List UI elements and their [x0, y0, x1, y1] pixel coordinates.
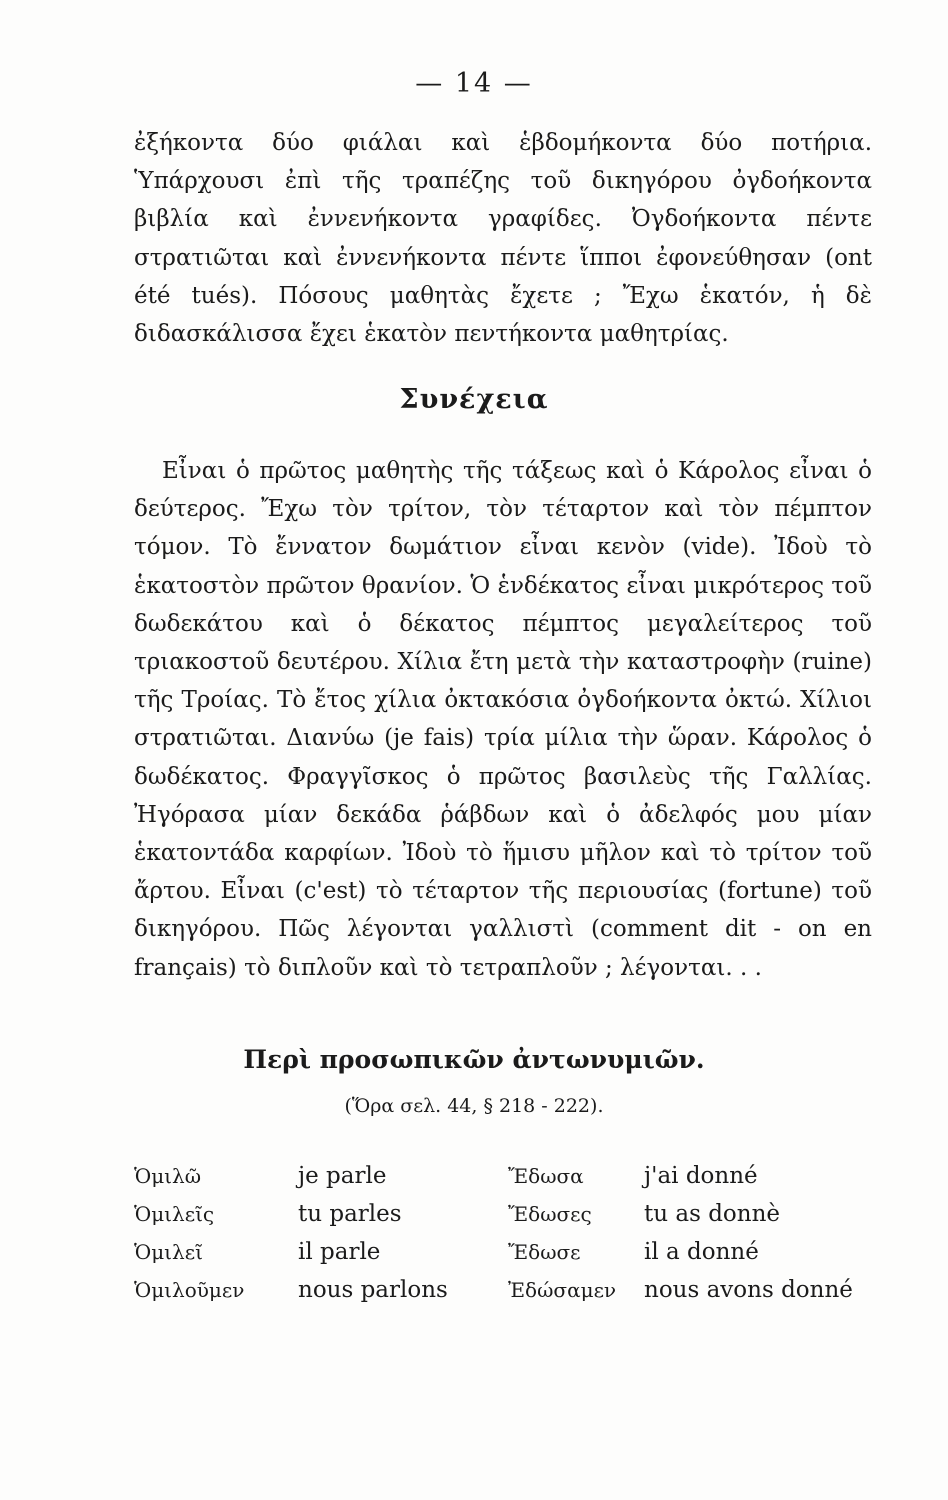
greek-aorist: Ἔδωσα [508, 1164, 584, 1188]
french-present: tu parles [298, 1201, 402, 1227]
conjugation-row [134, 1157, 882, 1195]
paragraph-numbers: ἐξήκοντα δύο φιάλαι καὶ ἑβδομήκοντα δύο ποτήρια. Ὑπάρχουσι ἐπὶ τῆς τραπέζης τοῦ δικηγόρου ὀγδοήκοντα βιβλία καὶ ἐννενήκοντα γραφίδες. Ὀγδοήκοντα πέντε στρατιῶται καὶ ἐννενήκοντα πέντε ἵπποι ἐφονεύθησαν (ont été tués). Πόσους μαθητὰς ἔχετε ; Ἔχω ἑκατόν, ἡ δὲ διδασκάλισσα ἔχει ἑκατὸν πεντήκοντα μαθητρίας. [134, 130, 872, 348]
page-number: — 14 — [415, 68, 533, 99]
section-heading-pronouns: Περὶ προσωπικῶν ἀντωνυμιῶν. [243, 1045, 705, 1074]
french-past: tu as donnè [644, 1201, 781, 1227]
french-past: j'ai donné [644, 1163, 758, 1189]
french-past: il a donné [644, 1239, 759, 1265]
greek-aorist: Ἔδωσες [508, 1202, 592, 1226]
conjugation-row [134, 1195, 882, 1233]
paragraph-ordinals-text: Εἶναι ὁ πρῶτος μαθητὴς τῆς τάξεως καὶ ὁ Κάρολος εἶναι ὁ δεύτερος. Ἔχω τὸν τρίτον, τὸν τέταρτον καὶ τὸν πέμπτον τόμον. Τὸ ἔννατον δωμάτιον εἶναι κενὸν (vide). Ἰδοὺ τὸ ἑκατοστὸν πρῶτον θρανίον. Ὁ ἑνδέκατος εἶναι μικρότερος τοῦ δωδεκάτου καὶ ὁ δέκατος πέμπτος μεγαλείτερος τοῦ τριακοστοῦ δευτέρου. Χίλια ἔτη μετὰ τὴν καταστροφὴν (ruine) τῆς Τροίας. Τὸ ἔτος χίλια ὀκτακόσια ὀγδοήκοντα ὀκτώ. Χίλιοι στρατιῶται. Διανύω (je fais) τρία μίλια τὴν ὥραν. Κάρολος ὁ δωδέκατος. Φραγγῖσκος ὁ πρῶτος βασιλεὺς τῆς Γαλλίας. Ἠγόρασα μίαν δεκάδα ῥάβδων καὶ ὁ ἀδελφός μου μίαν ἑκατοντάδα καρφίων. Ἰδοὺ τὸ ἥμισυ μῆλον καὶ τὸ τρίτον τοῦ ἄρτου. Εἶναι (c'est) τὸ τέταρτον τῆς περιουσίας (fortune) τοῦ δικηγόρου. Πῶς λέγονται γαλλιστὶ (comment dit - on en français) τὸ διπλοῦν καὶ τὸ τετραπλοῦν ; λέγονται. . . [134, 458, 872, 981]
greek-present: Ὁμιλεῖς [134, 1202, 215, 1226]
paragraph-ordinals [134, 452, 872, 987]
greek-present: Ὁμιλοῦμεν [134, 1278, 245, 1302]
greek-present: Ὁμιλεῖ [134, 1240, 203, 1264]
section-reference: (Ὅρα σελ. 44, § 218 - 222). [344, 1095, 604, 1117]
greek-aorist: Ἔδωσε [508, 1240, 581, 1264]
french-present: je parle [298, 1163, 387, 1189]
french-past: nous avons donné [644, 1277, 853, 1303]
conjugation-row [134, 1271, 882, 1309]
section-heading-synecheia: Συνέχεια [399, 384, 549, 415]
conjugation-table [134, 1157, 882, 1309]
french-present: il parle [298, 1239, 381, 1265]
conjugation-row [134, 1233, 882, 1271]
greek-aorist: Ἐδώσαμεν [508, 1278, 617, 1302]
french-present: nous parlons [298, 1277, 448, 1303]
greek-present: Ὁμιλῶ [134, 1164, 202, 1188]
